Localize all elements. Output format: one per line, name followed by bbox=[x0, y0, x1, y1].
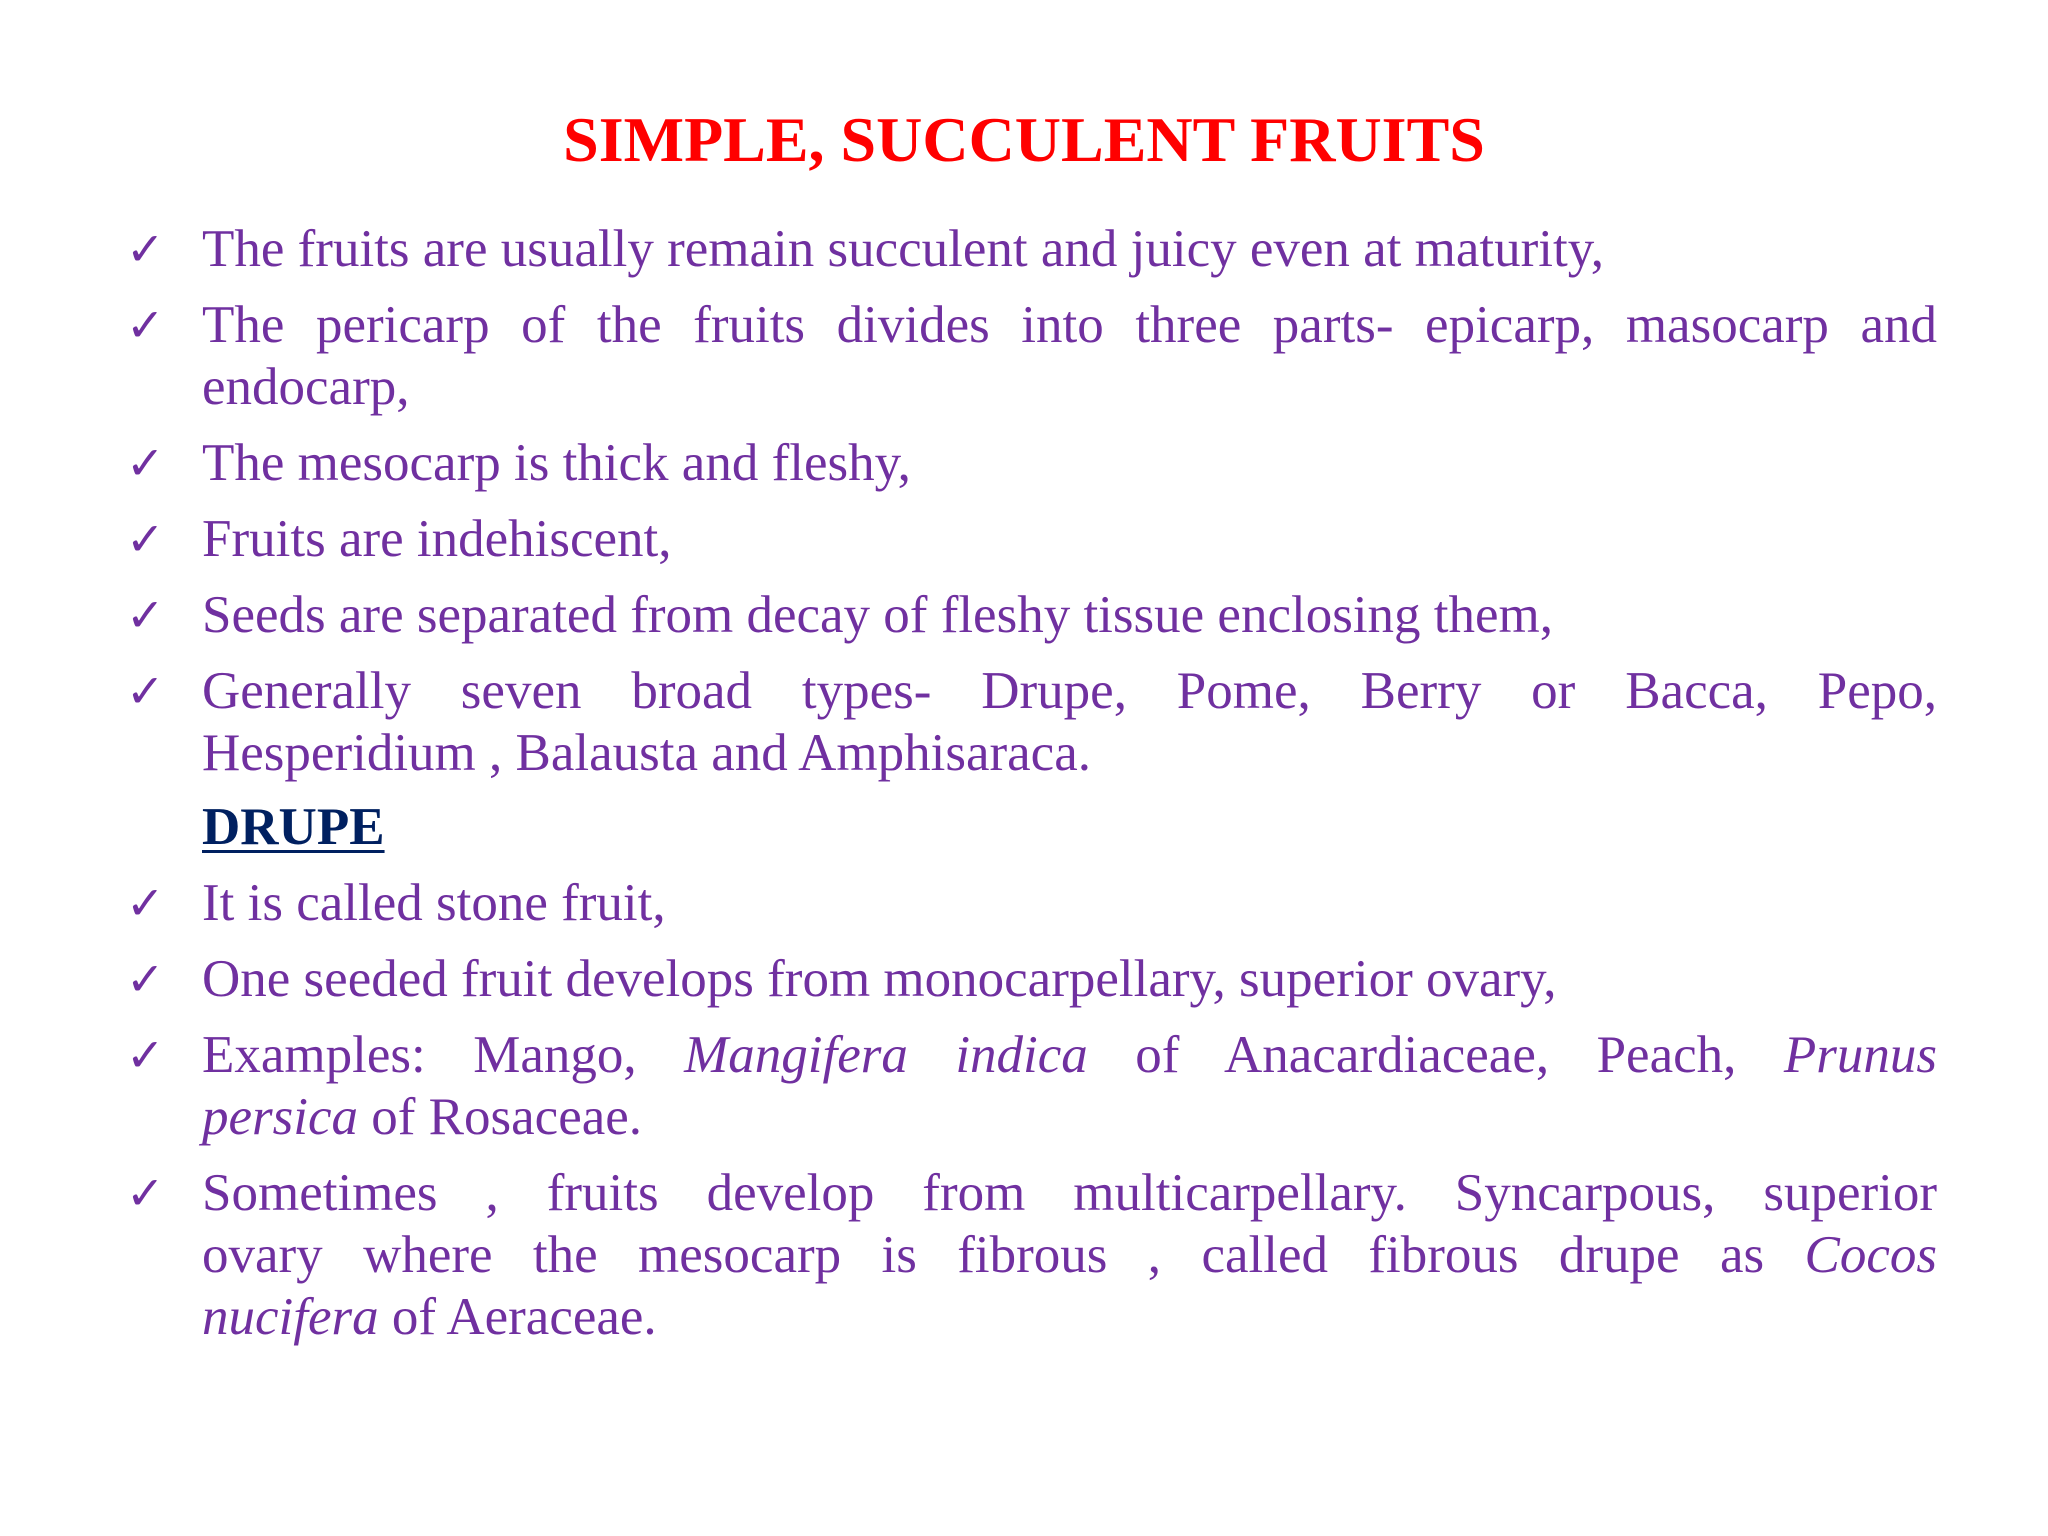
list-item-continuation: Hesperidium , Balausta and Amphisaraca. bbox=[202, 724, 1091, 782]
check-icon: ✓ bbox=[126, 222, 165, 276]
check-icon: ✓ bbox=[126, 298, 165, 352]
check-icon: ✓ bbox=[126, 512, 165, 566]
list-item: One seeded fruit develops from monocarpellary, superior ovary, bbox=[202, 950, 1557, 1008]
text-run: of Anacardiaceae, Peach, bbox=[1087, 1026, 1784, 1084]
check-icon: ✓ bbox=[126, 1166, 165, 1220]
list-item: The mesocarp is thick and fleshy, bbox=[202, 434, 911, 492]
check-icon: ✓ bbox=[126, 588, 165, 642]
species-name: nucifera bbox=[202, 1288, 379, 1346]
check-icon: ✓ bbox=[126, 1028, 165, 1082]
check-icon: ✓ bbox=[126, 664, 165, 718]
list-item-continuation bbox=[202, 1285, 1937, 1349]
check-icon: ✓ bbox=[126, 436, 165, 490]
list-item-continuation: endocarp, bbox=[202, 358, 410, 416]
slide-title: SIMPLE, SUCCULENT FRUITS bbox=[563, 104, 1485, 175]
list-item: The fruits are usually remain succulent and juicy even at maturity, bbox=[202, 220, 1605, 278]
species-name: Cocos bbox=[1804, 1226, 1937, 1284]
text-run: of Aeraceae. bbox=[378, 1288, 657, 1346]
list-item bbox=[202, 1023, 1937, 1087]
list-item: The pericarp of the fruits divides into three parts- epicarp, masocarp and bbox=[202, 296, 1937, 354]
text-run: Examples: Mango, bbox=[202, 1026, 685, 1084]
check-icon: ✓ bbox=[126, 876, 165, 930]
list-item: Generally seven broad types- Drupe, Pome, Berry or Bacca, Pepo, bbox=[202, 662, 1937, 720]
list-item: It is called stone fruit, bbox=[202, 874, 666, 932]
list-item: Seeds are separated from decay of fleshy tissue enclosing them, bbox=[202, 586, 1554, 644]
list-item: Fruits are indehiscent, bbox=[202, 510, 672, 568]
list-item-continuation bbox=[202, 1085, 1937, 1149]
list-item-continuation bbox=[202, 1223, 1937, 1287]
check-icon: ✓ bbox=[126, 952, 165, 1006]
drupe-heading: DRUPE bbox=[202, 798, 385, 856]
text-run: ovary where the mesocarp is fibrous , called fibrous drupe as bbox=[202, 1226, 1805, 1284]
species-name: persica bbox=[202, 1088, 359, 1146]
text-run: of Rosaceae. bbox=[358, 1088, 643, 1146]
species-name: Mangifera indica bbox=[684, 1026, 1088, 1084]
species-name: Prunus bbox=[1783, 1026, 1937, 1084]
list-item: Sometimes , fruits develop from multicarpellary. Syncarpous, superior bbox=[202, 1164, 1937, 1222]
